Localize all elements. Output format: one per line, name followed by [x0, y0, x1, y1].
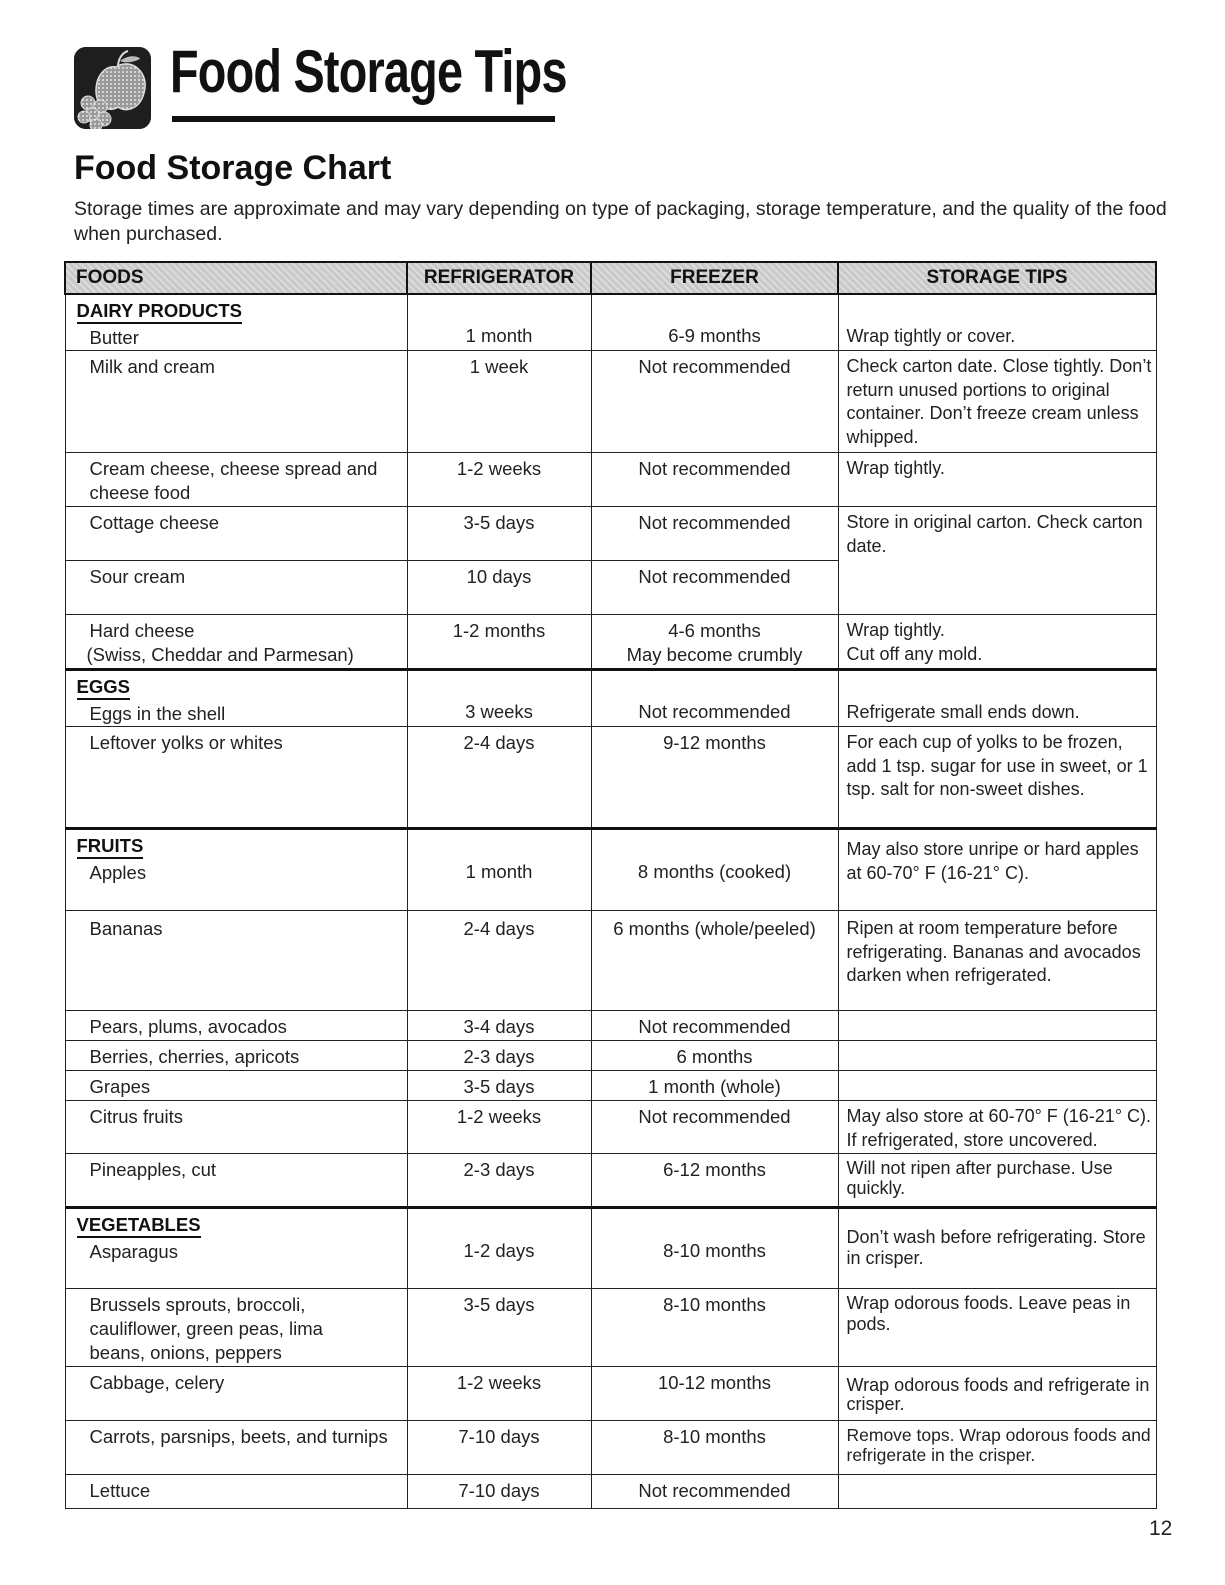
storage-tip	[838, 1475, 1156, 1509]
storage-tip: Check carton date. Close tightly. Don’t return unused portions to original container. Don’t freeze cream unless whipped.	[838, 351, 1156, 453]
freezer-time: 8-10 months	[591, 1208, 838, 1289]
table-row	[65, 1071, 1156, 1101]
freezer-time: 8-10 months	[591, 1421, 838, 1475]
food-name: Hard cheese	[89, 620, 195, 641]
food-name: Eggs in the shell	[89, 703, 226, 724]
food-name: Butter	[89, 327, 139, 348]
food-name: Milk and cream	[65, 351, 407, 453]
storage-tip-extra: Cut off any mold.	[846, 643, 983, 664]
food-name: Berries, cherries, apricots	[65, 1041, 407, 1071]
storage-tip: Don’t wash before refrigerating. Store in crisper.	[838, 1208, 1156, 1289]
category-dairy: DAIRY PRODUCTS	[77, 300, 243, 324]
freezer-time: 6-9 months	[591, 294, 838, 351]
storage-tip: For each cup of yolks to be frozen, add 1 tsp. sugar for use in sweet, or 1 tsp. salt for non-sweet dishes.	[838, 727, 1156, 829]
table-row	[65, 1041, 1156, 1071]
freezer-time: 9-12 months	[591, 727, 838, 829]
storage-tip: Wrap odorous foods and refrigerate in crisper.	[838, 1367, 1156, 1421]
fridge-time: 1 month	[407, 829, 591, 911]
food-name: Brussels sprouts, broccoli, cauliflower, green peas, lima beans, onions, peppers	[65, 1289, 407, 1367]
freezer-time: Not recommended	[591, 670, 838, 727]
fridge-time: 7-10 days	[407, 1475, 591, 1509]
freezer-time: 1 month (whole)	[591, 1071, 838, 1101]
table-row	[65, 1154, 1156, 1208]
table-row	[65, 727, 1156, 829]
table-row	[65, 1208, 1156, 1289]
table-row	[65, 1421, 1156, 1475]
storage-tip: Ripen at room temperature before refrigerating. Bananas and avocados darken when refrigerated.	[838, 911, 1156, 1011]
freezer-time: Not recommended	[591, 1475, 838, 1509]
fruit-icon	[74, 47, 151, 129]
freezer-time: 8-10 months	[591, 1289, 838, 1367]
fridge-time: 1 week	[407, 351, 591, 453]
fridge-time: 2-3 days	[407, 1154, 591, 1208]
freezer-time: 6 months (whole/peeled)	[591, 911, 838, 1011]
freezer-time: 6-12 months	[591, 1154, 838, 1208]
table-row	[65, 1367, 1156, 1421]
food-name: Lettuce	[65, 1475, 407, 1509]
page-title: Food Storage Tips	[170, 38, 567, 105]
category-fruits: FRUITS	[77, 835, 144, 859]
fridge-time: 2-4 days	[407, 727, 591, 829]
freezer-time: Not recommended	[591, 351, 838, 453]
freezer-time: Not recommended	[591, 453, 838, 507]
category-vegetables: VEGETABLES	[77, 1214, 201, 1238]
freezer-time: 4-6 months	[668, 620, 761, 641]
food-storage-table	[64, 261, 1157, 1509]
header-refrigerator: REFRIGERATOR	[407, 262, 591, 294]
food-name: Cottage cheese	[65, 507, 407, 561]
fridge-time: 3-5 days	[407, 1289, 591, 1367]
fridge-time: 1-2 weeks	[407, 1101, 591, 1154]
storage-tip: Wrap tightly or cover.	[838, 294, 1156, 351]
storage-tip: May also store unripe or hard apples at 60-70° F (16-21° C).	[838, 829, 1156, 911]
section-title: Food Storage Chart	[74, 149, 392, 187]
food-name: Sour cream	[65, 561, 407, 615]
storage-tip: May also store at 60-70° F (16-21° C). If refrigerated, store uncovered.	[838, 1101, 1156, 1154]
header-freezer: FREEZER	[591, 262, 838, 294]
food-name: Pineapples, cut	[65, 1154, 407, 1208]
table-row	[65, 1475, 1156, 1509]
fridge-time: 3-5 days	[407, 1071, 591, 1101]
storage-tip: Wrap odorous foods. Leave peas in pods.	[838, 1289, 1156, 1367]
header-storage-tips: STORAGE TIPS	[838, 262, 1156, 294]
title-underline	[172, 116, 555, 122]
freezer-time: Not recommended	[591, 507, 838, 561]
table-row	[65, 670, 1156, 727]
fridge-time: 3-4 days	[407, 1011, 591, 1041]
page-number: 12	[1149, 1517, 1173, 1540]
table-row	[65, 615, 1156, 670]
food-name: Pears, plums, avocados	[65, 1011, 407, 1041]
food-name: Citrus fruits	[65, 1101, 407, 1154]
fridge-time: 1 month	[407, 294, 591, 351]
food-name: Cabbage, celery	[65, 1367, 407, 1421]
fridge-time: 3 weeks	[407, 670, 591, 727]
freezer-time: 8 months (cooked)	[591, 829, 838, 911]
table-row	[65, 351, 1156, 453]
food-name: Apples	[89, 862, 147, 883]
food-name: Grapes	[65, 1071, 407, 1101]
category-eggs: EGGS	[77, 676, 130, 700]
fridge-time: 1-2 weeks	[407, 453, 591, 507]
fridge-time: 1-2 weeks	[407, 1367, 591, 1421]
storage-tip	[838, 1011, 1156, 1041]
food-name: Bananas	[65, 911, 407, 1011]
fridge-time: 7-10 days	[407, 1421, 591, 1475]
storage-tip: Store in original carton. Check carton date.	[838, 507, 1156, 615]
storage-tip	[838, 1071, 1156, 1101]
freezer-time: Not recommended	[591, 1011, 838, 1041]
storage-tip: Wrap tightly.	[846, 620, 945, 640]
table-row	[65, 1101, 1156, 1154]
storage-tip: Wrap tightly.	[838, 453, 1156, 507]
freezer-note: May become crumbly	[626, 644, 803, 665]
storage-tip: Will not ripen after purchase. Use quickly.	[838, 1154, 1156, 1208]
storage-tip: Remove tops. Wrap odorous foods and refrigerate in the crisper.	[838, 1421, 1156, 1475]
food-name: Leftover yolks or whites	[65, 727, 407, 829]
food-name: Cream cheese, cheese spread and cheese food	[65, 453, 407, 507]
table-row	[65, 294, 1156, 351]
food-detail: (Swiss, Cheddar and Parmesan)	[86, 644, 354, 665]
storage-tip	[838, 1041, 1156, 1071]
fridge-time: 3-5 days	[407, 507, 591, 561]
table-header-row	[65, 262, 1156, 294]
intro-paragraph: Storage times are approximate and may vary depending on type of packaging, storage temperature, and the quality of the food when purchased.	[74, 198, 1167, 245]
food-name: Carrots, parsnips, beets, and turnips	[65, 1421, 407, 1475]
freezer-time: 10-12 months	[591, 1367, 838, 1421]
table-row	[65, 1289, 1156, 1367]
fridge-time: 2-3 days	[407, 1041, 591, 1071]
table-row	[65, 507, 1156, 561]
freezer-time: 6 months	[591, 1041, 838, 1071]
fridge-time: 1-2 months	[407, 615, 591, 670]
storage-tip: Refrigerate small ends down.	[838, 670, 1156, 727]
table-row	[65, 829, 1156, 911]
table-row	[65, 453, 1156, 507]
table-row	[65, 911, 1156, 1011]
fridge-time: 10 days	[407, 561, 591, 615]
header-foods: FOODS	[65, 262, 407, 294]
freezer-time: Not recommended	[591, 1101, 838, 1154]
freezer-time: Not recommended	[591, 561, 838, 615]
food-name: Asparagus	[89, 1241, 178, 1262]
fridge-time: 2-4 days	[407, 911, 591, 1011]
fridge-time: 1-2 days	[407, 1208, 591, 1289]
table-row	[65, 1011, 1156, 1041]
